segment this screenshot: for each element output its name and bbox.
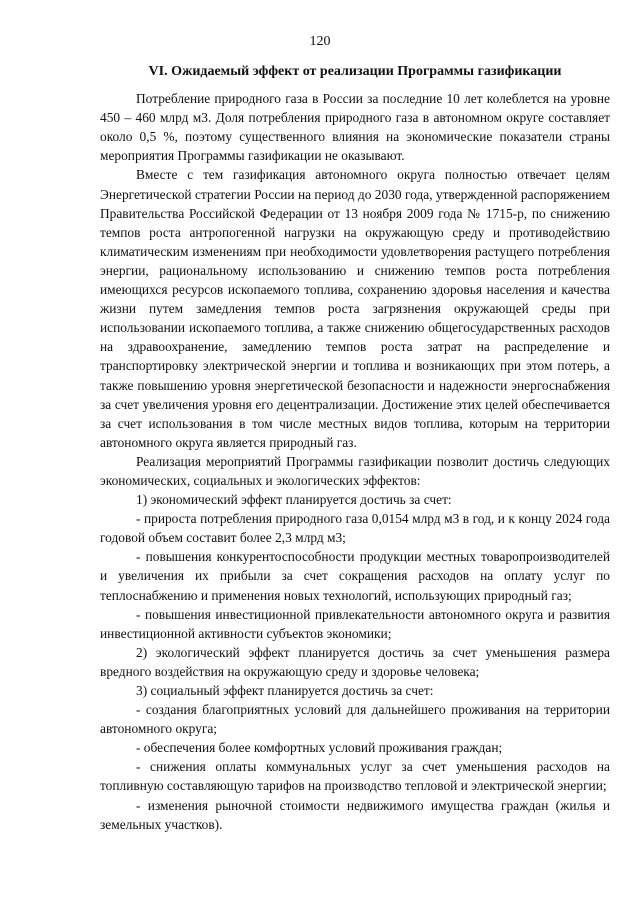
- list-item-gas-consumption-growth: - прироста потребления природного газа 0,0154 млрд м3 в год, и к концу 2024 года годовой объем составит более 2,3 млрд м3;: [100, 511, 610, 546]
- list-item-ecological-effect: 2) экологический эффект планируется достичь за счет уменьшения размера вредного воздействия на окружающую среду и здоровье человека;: [100, 644, 610, 679]
- list-item-economic-effect: 1) экономический эффект планируется достичь за счет:: [136, 492, 452, 508]
- list-item-utility-costs: - снижения оплаты коммунальных услуг за счет уменьшения расходов на топливную составляющую тарифов на производство тепловой и электрической энергии;: [100, 759, 610, 794]
- list-item-competitiveness: - повышения конкурентоспособности продукции местных товаропроизводителей и увеличения их прибыли за счет сокращения расходов на оплату услуг по теплоснабжению и применения новых технологий, использующих природный газ;: [100, 549, 610, 603]
- list-item-social-effect: 3) социальный эффект планируется достичь за счет:: [136, 683, 434, 698]
- paragraph-gas-consumption: Потребление природного газа в России за последние 10 лет колеблется на уровне 450 – 460 млрд м3. Доля потребления природного газа в автономном округе составляет около 0,5 %, поэтому существенного влияния на экономические показатели страны мероприятия Программы газификации не оказывают.: [100, 91, 610, 164]
- list-item-property-value: - изменения рыночной стоимости недвижимого имущества граждан (жилья и земельных участков).: [100, 797, 610, 832]
- paragraph-energy-strategy: Вместе с тем газификация автономного округа полностью отвечает целям Энергетической стратегии России на период до 2030 года, утвержденной распоряжением Правительства Российской Федерации от 13 ноября 2009 года № 1715-р, по снижению темпов роста антропогенной нагрузки на окружающую среду и противодействию климатическим изменениям при необходимости удовлетворения растущего потребления энергии, рациональному использованию и снижению темпов роста потребления имеющихся ресурсов ископаемого топлива, сохранению здоровья населения и качества жизни путем замедления темпов роста загрязнения окружающей среды при использовании ископаемого топлива, а также снижению общегосударственных расходов на здравоохранение, замедлению темпов роста затрат на распределение и транспортировку электрической энергии и топлива и возникающих при этом потерь, а также повышению уровня энергетической безопасности и надежности энергоснабжения за счет увеличения уровня его децентрализации. Достижение этих целей обеспечивается за счет использования в том числе местных видов топлива, которым на территории автономного округа является природный газ.: [100, 167, 610, 450]
- list-item-living-conditions: - создания благоприятных условий для дальнейшего проживания на территории автономного округа;: [100, 702, 610, 737]
- page-number: 120: [309, 34, 331, 49]
- section-heading: VI. Ожидаемый эффект от реализации Программы газификации: [148, 64, 562, 79]
- list-item-comfort: - обеспечения более комфортных условий проживания граждан;: [136, 740, 503, 756]
- paragraph-effects-intro: Реализация мероприятий Программы газификации позволит достичь следующих экономических, социальных и экологических эффектов:: [100, 453, 610, 488]
- section-body: [100, 62, 610, 834]
- list-item-investment-attractiveness: - повышения инвестиционной привлекательности автономного округа и развития инвестиционной активности субъектов экономики;: [100, 606, 610, 641]
